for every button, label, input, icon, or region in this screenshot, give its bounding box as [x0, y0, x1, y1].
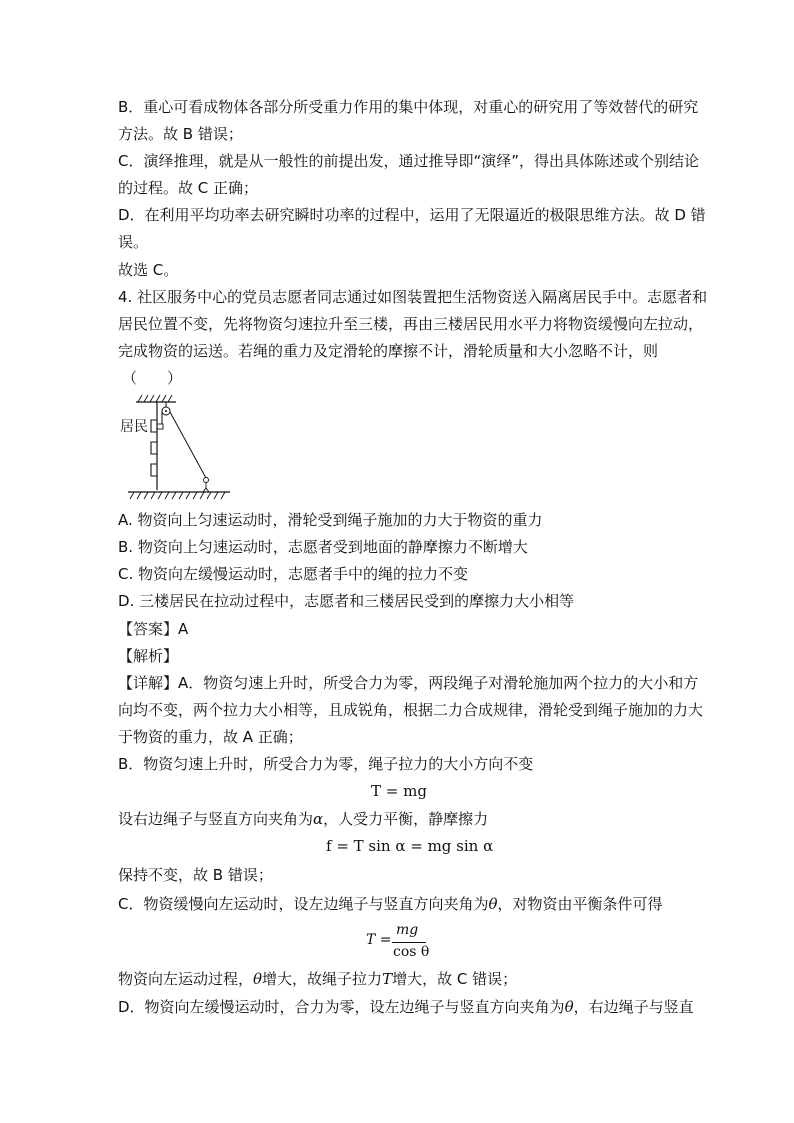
detail-a2: 向均不变，两个拉力大小相等，且成锐角，根据二力合成规律，滑轮受到绳子施加的力大 — [118, 701, 704, 719]
symbol-theta: θ — [564, 998, 574, 1016]
detail-c2-post: 增大，故 C 错误； — [392, 970, 518, 988]
detail-c1 — [118, 893, 663, 915]
answer-line — [118, 618, 188, 640]
detail-b2-pre: 设右边绳子与竖直方向夹角为 — [118, 810, 314, 828]
equation-3-lhs: T = — [366, 932, 392, 948]
detail-c2-pre: 物资向左运动过程， — [118, 970, 254, 988]
detail-b3: 保持不变，故 B 错误； — [118, 866, 273, 884]
equation-3-denominator: cos θ — [393, 944, 430, 960]
detail-c1-pre: C．物资缓慢向左运动时，设左边绳子与竖直方向夹角为 — [118, 895, 489, 913]
text-line: 方法。故 B 错误； — [118, 125, 243, 143]
symbol-theta: θ — [253, 970, 263, 988]
detail-d1 — [118, 996, 694, 1018]
symbol-t: T — [382, 970, 393, 988]
detail-tag: 【详解】 — [118, 674, 179, 692]
detail-line — [118, 672, 698, 694]
equation-2: f = T sin α = mg sin α — [326, 837, 494, 855]
detail-d1-pre: D．物资向左缓慢运动时，合力为零，设左边绳子与竖直方向夹角为 — [118, 998, 565, 1016]
detail-c2 — [118, 968, 517, 990]
text-line: B．重心可看成物体各部分所受重力作用的集中体现，对重心的研究用了等效替代的研究 — [118, 98, 699, 116]
answer-blank: （ ） — [122, 369, 183, 387]
symbol-theta: θ — [488, 895, 498, 913]
detail-a3: 于物资的重力，故 A 正确； — [118, 728, 303, 746]
detail-c1-post: ，对物资由平衡条件可得 — [497, 895, 663, 913]
text-line: 的过程。故 C 正确； — [118, 179, 259, 197]
equation-3 — [366, 920, 436, 964]
option-d: D. 三楼居民在拉动过程中，志愿者和三楼居民受到的摩擦力大小相等 — [118, 592, 575, 610]
detail-a1: A．物资匀速上升时，所受合力为零，两段绳子对滑轮施加两个拉力的大小和方 — [178, 674, 699, 692]
question-text: 居民位置不变，先将物资匀速拉升至三楼，再由三楼居民用水平力将物资缓慢向左拉动， — [118, 315, 704, 333]
answer-tag: 【答案】 — [118, 620, 179, 638]
pulley-figure — [118, 392, 238, 504]
text-line: 故选 C。 — [118, 261, 179, 279]
detail-b2 — [118, 808, 488, 830]
question-text: 4. 社区服务中心的党员志愿者同志通过如图装置把生活物资送入隔离居民手中。志愿者和 — [118, 288, 708, 306]
option-a: A. 物资向上匀速运动时，滑轮受到绳子施加的力大于物资的重力 — [118, 511, 543, 529]
option-c: C. 物资向左缓慢运动时，志愿者手中的绳的拉力不变 — [118, 565, 469, 583]
text-line: D．在利用平均功率去研究瞬时功率的过程中，运用了无限逼近的极限思维方法。故 D 错 — [118, 206, 706, 224]
detail-d1-post: ，右边绳子与竖直 — [573, 998, 694, 1016]
text-line: C．演绎推理，就是从一般性的前提出发，通过推导即“演绎”，得出具体陈述或个别结论 — [118, 152, 700, 170]
equation-1: T = mg — [371, 782, 427, 800]
answer-value: A — [178, 620, 189, 638]
fraction-bar — [392, 942, 426, 943]
detail-b1: B．物资匀速上升时，所受合力为零，绳子拉力的大小方向不变 — [118, 755, 534, 773]
detail-b2-post: ，人受力平衡，静摩擦力 — [323, 810, 489, 828]
analysis-tag: 【解析】 — [118, 647, 179, 665]
pulley-diagram — [118, 392, 238, 508]
symbol-alpha: α — [313, 810, 324, 828]
question-text: 完成物资的运送。若绳的重力及定滑轮的摩擦不计，滑轮质量和大小忽略不计，则 — [118, 342, 659, 360]
text-line: 误。 — [118, 233, 149, 251]
equation-3-numerator: mg — [396, 922, 419, 938]
detail-c2-mid: 增大，故绳子拉力 — [262, 970, 383, 988]
resident-label: 居民 — [120, 419, 148, 435]
option-b: B. 物资向上匀速运动时，志愿者受到地面的静摩擦力不断增大 — [118, 538, 528, 556]
